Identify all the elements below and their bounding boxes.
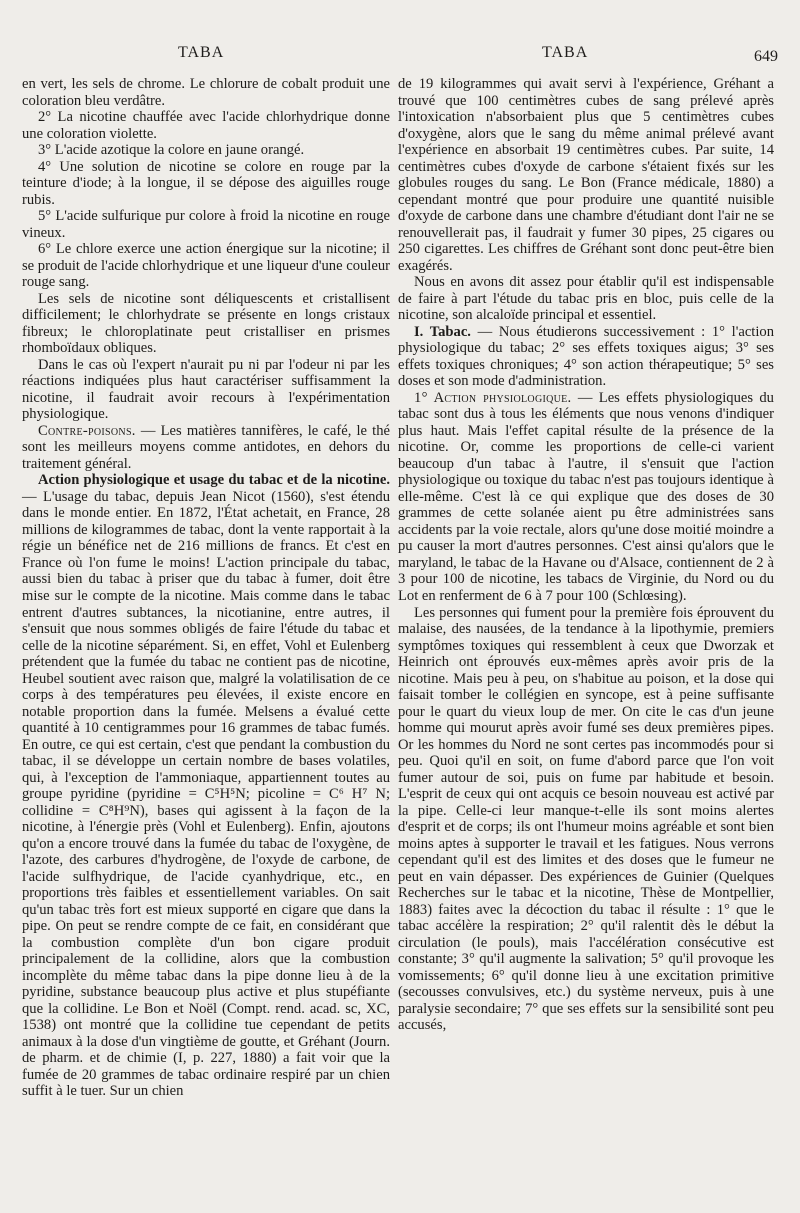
right-column	[398, 76, 774, 1034]
paragraph: Les sels de nicotine sont déliquescents et cristallisent difficilement; le chlorhydrate se présente en longs cristaux fibreux; le chloroplatinate peut cristalliser en prismes rhomboïdaux obliques.	[22, 290, 390, 357]
paragraph-text: — Les matières tannifères, le café, le thé sont les meilleurs moyens comme antidotes, en dehors du traitement général.	[22, 422, 390, 472]
page-number: 649	[754, 48, 778, 65]
section-heading: I. Tabac.	[414, 323, 471, 340]
running-head-right: TABA	[542, 44, 589, 61]
paragraph-action	[22, 472, 390, 1100]
section-heading: Contre-poisons.	[38, 422, 136, 439]
section-heading: 1° Action physiologique.	[414, 389, 572, 406]
paragraph-physiology	[398, 390, 774, 605]
paragraph: de 19 kilogrammes qui avait servi à l'expérience, Gréhant a trouvé que 100 centimètres cubes de sang prélevé après l'intoxication n'absorbaient plus que 5 centimètres cubes d'oxygène, alors que le sang du même animal prélevé avant l'expérience en absorbait 19 centimètres cubes. Par suite, 14 centimètres cubes d'oxyde de carbone s'étaient fixés sur les globules rouges du sang. Le Bon (France médicale, 1880) a cependant montré que pour produire une quantité nuisible d'oxyde de carbone dans une chambre d'étudiant dont l'air ne se renouvellerait pas, il faudrait y fumer 30 pipes, 25 cigares ou 250 cigarettes. Les chiffres de Gréhant sont donc peut-être bien exagérés.	[398, 76, 774, 274]
section-heading: Action physiologique et usage du tabac et de la nicotine.	[38, 472, 390, 489]
paragraph-text: — L'usage du tabac, depuis Jean Nicot (1560), s'est étendu dans le monde entier. En 1872, l'État achetait, en France, 28 millions de kilogrammes de tabac, dont la vente rapportait à la régie un bénéfice net de 216 millions de francs. Et c'est en France où l'on fume le moins! L'action principale du tabac, aussi bien du tabac à priser que du tabac à fumer, doit être mise sur le compte de la nicotine. Mais comme dans le tabac entrent d'autres subtances, la nicotianine, entre autres, il s'ensuit que nous sommes obligés de faire l'étude du tabac et celle de la nicotine séparément. Si, en effet, Vohl et Eulenberg prétendent que la fumée du tabac ne contient pas de nicotine, Heubel soutient avec raison que, malgré la volatilisation de ce corps à des températures peu élevées, il existe encore en notable proportion dans la fumée. Melsens a évalué cette quantité à 10 centigrammes pour 16 grammes de tabac fumés. En outre, ce qui est certain, c'est que pendant la combustion du tabac, il se développe un certain nombre de bases volatiles, qui, à l'exception de l'ammoniaque, appartiennent toutes au groupe pyridine (pyridine = C⁵H⁵N; picoline = C⁶ H⁷ N; collidine = C⁸H⁹N), bases qui agissent à la façon de la nicotine, à l'énergie près (Vohl et Eulenberg). Enfin, ajoutons qu'on a encore trouvé dans la fumée du tabac de l'oxygène, de l'azote, des carbures d'hydrogène, de l'oxyde de carbone, de l'acide sulfhydrique, de l'acide cyanhydrique, etc., en proportions très faibles et essentiellement variables. On sait qu'un tabac très fort est mieux supporté en cigare que dans la pipe. On peut se rendre compte de ce fait, en considérant que la combustion complète d'un bon cigare produit principalement de la collidine, alors que la combustion incomplète du même tabac dans la pipe donne lieu à de la pyridine, substance beaucoup plus active et plus stupéfiante que la collidine. Le Bon et Noël (Compt. rend. acad. sc, XC, 1538) ont montré que la collidine tue cependant de petits animaux à la dose d'un vingtième de goutte, et Gréhant (Journ. de pharm. et de chimie (I, p. 227, 1880) a fait voir que la fumée de 20 grammes de tabac ordinaire respiré par un chien suffit à le tuer. Sur un chien	[22, 488, 390, 1100]
paragraph: 5° L'acide sulfurique pur colore à froid la nicotine en rouge vineux.	[22, 208, 390, 241]
left-column	[22, 76, 390, 1100]
running-head-left: TABA	[178, 44, 225, 61]
paragraph: Dans le cas où l'expert n'aurait pu ni par l'odeur ni par les réactions indiquées plus haut caractériser suffisamment la nicotine, il faudrait avoir recours à l'expérimentation physiologique.	[22, 356, 390, 423]
paragraph: 6° Le chlore exerce une action énergique sur la nicotine; il se produit de l'acide chlorhydrique et une liqueur d'une couleur rouge sang.	[22, 241, 390, 291]
paragraph: 3° L'acide azotique la colore en jaune orangé.	[38, 142, 305, 159]
paragraph-text: — Nous étudierons successivement : 1° l'action physiologique du tabac; 2° ses effets toxiques aigus; 3° ses effets toxiques chroniques; 4° son action thérapeutique; 5° ses doses et son mode d'administration.	[398, 323, 774, 390]
paragraph: en vert, les sels de chrome. Le chlorure de cobalt produit une coloration bleu verdâtre.	[22, 76, 390, 109]
paragraph-text: — Les effets physiologiques du tabac sont dus à tous les éléments que nous venons d'indiquer plus haut. Mais l'effet capital résulte de la présence de la nicotine. Or, comme les proportions de celle-ci varient beaucoup d'un tabac à l'autre, il s'ensuit que l'action physiologique ou toxique du tabac n'est pas toujours identique à elle-même. C'est là ce qui explique que des doses de 30 grammes de cette solanée aient pu être administrées sans accidents par la voie rectale, alors qu'une dose moitié moindre a pu causer la mort d'autres personnes. C'est ainsi qu'alors que le maryland, le tabac de la Havane ou d'Alsace, contiennent de 2 à 3 pour 100 de nicotine, les tabacs de Virginie, du Nord ou du Lot en renferment de 6 à 7 pour 100 (Schlœsing).	[398, 389, 774, 604]
paragraph-tabac	[398, 324, 774, 390]
paragraph: 4° Une solution de nicotine se colore en rouge par la teinture d'iode; à la longue, il se dépose des aiguilles rouge rubis.	[22, 158, 390, 208]
paragraph-antidotes	[22, 423, 390, 473]
paragraph: Les personnes qui fument pour la première fois éprouvent du malaise, des nausées, de la tendance à la lipothymie, premiers symptômes toxiques qui ressemblent à ceux que Dworzak et Heinrich ont éprouvés eux-mêmes après avoir pris de la nicotine. Mais peu à peu, on s'habitue au poison, et la dose qui faisait tomber le collégien en syncope, est à peine suffisante pour le quart du vieux loup de mer. On cite le cas d'un jeune homme qui mourut après avoir fumé ses deux premières pipes. Or les hommes du Nord ne sont certes pas incommodés pour si peu. Quoi qu'il en soit, on fume d'abord parce que l'on voit fumer autour de soi, puis on fume par habitude et besoin. L'esprit de ceux qui ont acquis ce besoin nouveau est activé par la pipe. Celle-ci leur manque-t-elle ils sont moins alertes d'esprit et de corps; ils ont l'humeur moins agréable et sont bien moins aptes à supporter le travail et les fatigues. Nous verrons cependant qu'il est des limites et des doses que le fumeur ne peut en vain dépasser. Des expériences de Guinier (Quelques Recherches sur le tabac et la nicotine, Thèse de Montpellier, 1883) faites avec la décoction du tabac il résulte : 1° que le tabac accélère la respiration; 2° qu'il ralentit dès le début la circulation (le pouls), mais l'accélération consécutive est constante; 3° qu'il augmente la salivation; 5° qu'il provoque les vomissements; 6° qu'il donne lieu à une excitation primitive (secousses convulsives, etc.) du système nerveux, puis à une paralysie secondaire; 7° que ses effets sur la sensibilité sont peu accusés,	[398, 604, 774, 1034]
paragraph: Nous en avons dit assez pour établir qu'il est indispensable de faire à part l'étude du tabac pris en bloc, puis celle de la nicotine, son alcaloïde principal et essentiel.	[398, 274, 774, 324]
paragraph: 2° La nicotine chauffée avec l'acide chlorhydrique donne une coloration violette.	[22, 109, 390, 142]
